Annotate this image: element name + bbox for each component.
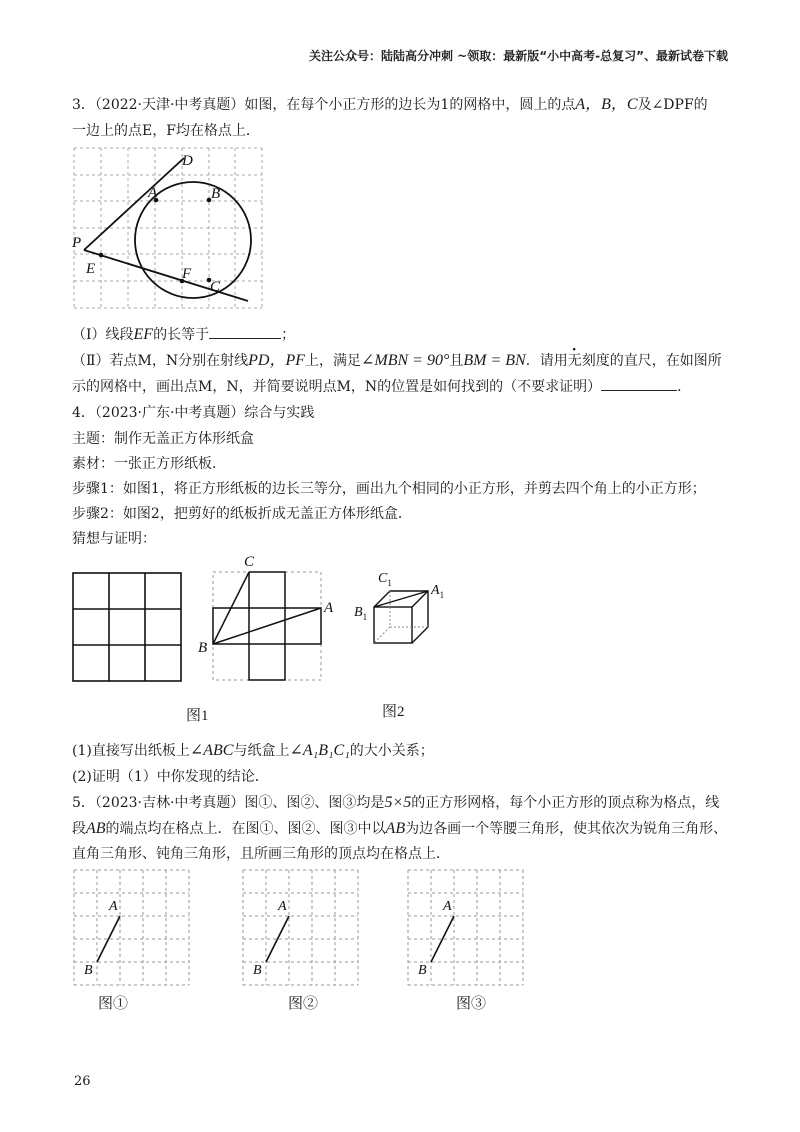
q3-part2: （Ⅱ）若点M，N分别在射线PD，PF上，满足∠MBN = 90°且BM = BN．请用无刻度的直尺，在如图所: [72, 352, 722, 369]
q5-grid-3: [406, 868, 526, 986]
label-d: D: [182, 153, 193, 169]
q4-topic: 主题：制作无盖正方体形纸盒: [72, 431, 254, 447]
page-header: 关注公众号：陆陆高分冲刺 ~领取：最新版“小中高考-总复习”、最新试卷下载: [309, 49, 728, 63]
q5-line3: 直角三角形、钝角三角形，且所画三角形的顶点均在格点上．: [72, 846, 450, 862]
label-c: C: [244, 554, 255, 570]
svg-text:B1: [354, 605, 367, 622]
q5-grid-1: [72, 868, 192, 986]
q3-part1: （Ⅰ）线段EF的长等于 ；: [72, 326, 296, 343]
label-b: B: [211, 186, 221, 202]
q3-intro: 3．（2022·天津·中考真题）如图，在每个小正方形的边长为1的网格中，圆上的点A，B，C及∠DPF的: [72, 96, 708, 113]
q5-caption-1: 图①: [98, 996, 129, 1012]
label-f: F: [182, 266, 192, 282]
svg-text:A1: [430, 583, 444, 600]
subscript: 1: [362, 612, 368, 622]
q4-part2: (2)证明（1）中你发现的结论．: [72, 769, 269, 785]
label-c1: C: [378, 571, 388, 586]
ray-pf: [84, 250, 248, 301]
point-e: [99, 253, 104, 258]
subscript: 1: [439, 590, 445, 600]
q5-line1: 5．（2023·吉林·中考真题）图①、图②、图③均是5×5的正方形网格，每个小正方形的顶点称为格点，线: [72, 794, 720, 811]
label-b: B: [84, 963, 93, 978]
q5-caption-2: 图②: [288, 996, 319, 1012]
q5-caption-3: 图③: [456, 996, 487, 1012]
subscript: 1: [387, 578, 392, 588]
q5-line2: 段AB的端点均在格点上．在图①、图②、图③中以AB为边各画一个等腰三角形，使其依次为锐角三角形、: [72, 820, 728, 837]
label-b: B: [418, 963, 427, 978]
page-number: 26: [74, 1074, 91, 1089]
q3-line2: 一边上的点E，F均在格点上．: [72, 123, 260, 139]
q4-figure1: [72, 572, 184, 684]
label-c: C: [210, 279, 221, 295]
label-b1: B: [354, 605, 363, 620]
svg-text:C1: [378, 571, 392, 588]
label-b: B: [198, 640, 208, 656]
label-e: E: [86, 261, 96, 277]
ray-pd: [84, 158, 184, 250]
q4-figure2: [196, 550, 336, 688]
q4-figure-cube: [352, 566, 462, 646]
q4-caption-fig2: 图2: [382, 704, 405, 720]
label-p: P: [72, 235, 82, 251]
label-b: B: [253, 963, 262, 978]
label-a1: A: [431, 583, 440, 598]
q4-step2: 步骤2：如图2，把剪好的纸板折成无盖正方体形纸盒．: [72, 506, 412, 522]
q4-part1: (1)直接写出纸板上∠ABC与纸盒上∠A₁B₁C₁的大小关系；: [72, 742, 434, 759]
q4-caption-fig1: 图1: [186, 708, 209, 724]
label-a: A: [278, 899, 287, 914]
q4-title: 4．（2023·广东·中考真题）综合与实践: [72, 405, 315, 421]
q3-part2-line2: 示的网格中，画出点M，N，并简要说明点M，N的位置是如何找到的（不要求证明） ．: [72, 376, 691, 398]
q4-guess: 猜想与证明：: [72, 531, 156, 547]
label-a: A: [148, 185, 158, 201]
label-a: A: [324, 600, 334, 616]
label-a: A: [443, 899, 452, 914]
q3-figure: [72, 146, 268, 316]
q5-grid-2: [241, 868, 361, 986]
label-a: A: [109, 899, 118, 914]
q4-step1: 步骤1：如图1，将正方形纸板的边长三等分，画出九个相同的小正方形，并剪去四个角上的小正方形；: [72, 481, 706, 497]
q4-material: 素材：一张正方形纸板．: [72, 456, 226, 472]
